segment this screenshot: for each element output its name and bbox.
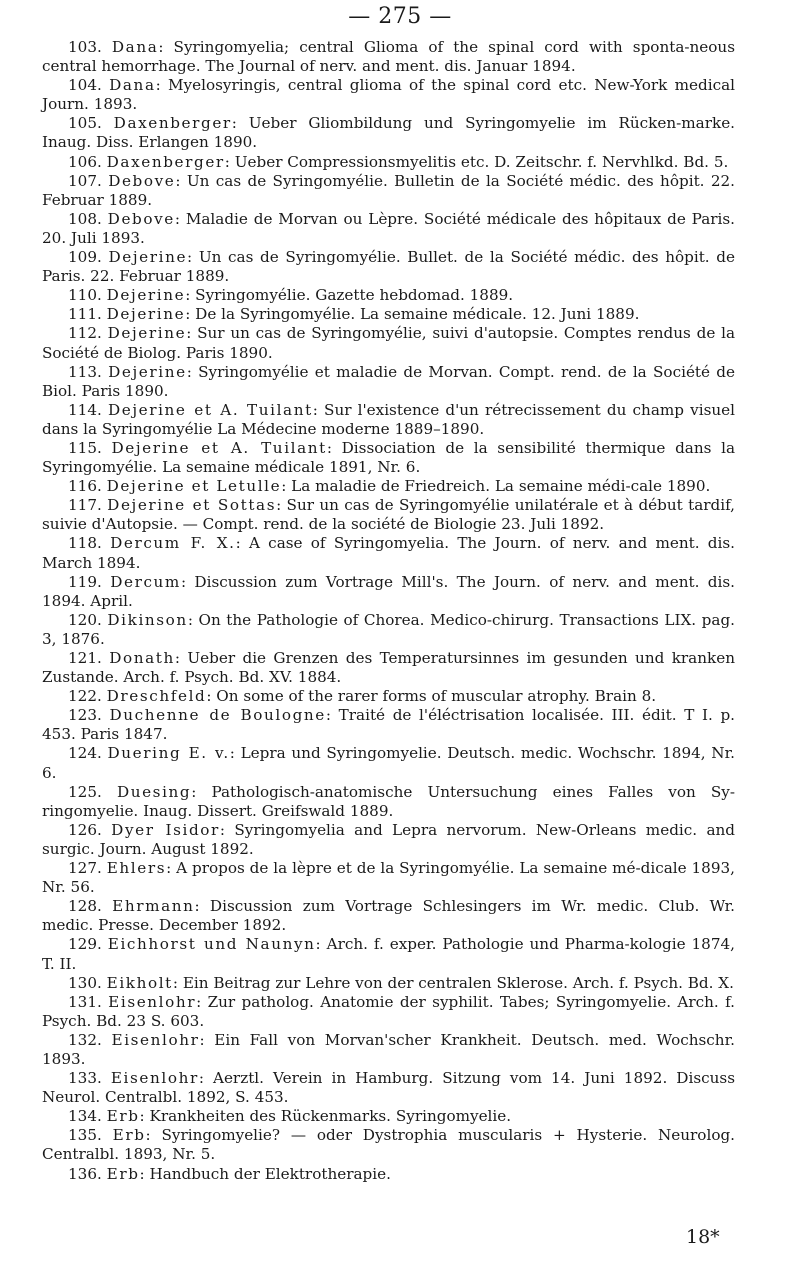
bibliography-entry bbox=[42, 744, 735, 782]
bibliography-entry bbox=[42, 611, 735, 649]
entry-author: Dejerine bbox=[107, 324, 187, 343]
bibliography-entry bbox=[42, 305, 735, 324]
entry-number: 133. bbox=[68, 1069, 102, 1088]
entry-author: Dejerine bbox=[108, 248, 188, 267]
bibliography-entry bbox=[42, 897, 735, 935]
entry-text: : Aerztl. Verein in Hamburg. Sitzung vom 14. Juni 1892. Discuss Neurol. Centralbl. 1892, S. 453. bbox=[42, 1069, 736, 1107]
entry-number: 114. bbox=[68, 400, 102, 419]
entry-number: 136. bbox=[68, 1164, 102, 1183]
entry-author: Dyer Isidor bbox=[111, 820, 220, 839]
entry-text: : Lepra und Syringomyelie. Deutsch. medic. Wochschr. 1894, Nr. 6. bbox=[42, 744, 735, 782]
entry-number: 118. bbox=[68, 534, 102, 553]
entry-text: : Syringomyélie. Gazette hebdomad. 1889. bbox=[185, 286, 514, 305]
entry-text: : Discussion zum Vortrage Schlesingers im Wr. medic. Club. Wr. medic. Presse. December 1892. bbox=[42, 897, 735, 935]
entry-number: 134. bbox=[68, 1107, 102, 1126]
bibliography-entry bbox=[42, 496, 735, 534]
entry-number: 107. bbox=[68, 171, 102, 190]
bibliography-list bbox=[42, 38, 735, 1184]
entry-text: : Syringomyelie? — oder Dystrophia muscularis + Hysterie. Neurolog. Centralbl. 1893, Nr. 5. bbox=[42, 1126, 736, 1164]
entry-author: Daxenberger bbox=[106, 152, 225, 171]
entry-text: : Syringomyelia and Lepra nervorum. New-Orleans medic. and surgic. Journ. August 1892. bbox=[42, 820, 735, 858]
entry-number: 135. bbox=[68, 1126, 102, 1145]
page-number: — 275 — bbox=[348, 4, 452, 29]
bibliography-entry bbox=[42, 706, 735, 744]
entry-author: Dercum F. X. bbox=[110, 534, 236, 553]
entry-number: 126. bbox=[68, 820, 102, 839]
bibliography-entry bbox=[42, 534, 735, 572]
entry-number: 125. bbox=[68, 782, 102, 801]
entry-text: : Arch. f. exper. Pathologie und Pharma-kologie 1874, T. II. bbox=[42, 935, 735, 973]
entry-text: : La maladie de Friedreich. La semaine médi-cale 1890. bbox=[281, 477, 711, 496]
bibliography-entry bbox=[42, 783, 735, 821]
entry-number: 112. bbox=[68, 324, 102, 343]
entry-number: 132. bbox=[68, 1030, 102, 1049]
entry-text: : Pathologisch-anatomische Untersuchung eines Falles von Sy-ringomyelie. Inaug. Dissert. Greifswald 1889. bbox=[42, 782, 735, 820]
bibliography-entry bbox=[42, 649, 735, 687]
entry-author: Eisenlohr bbox=[111, 1030, 200, 1049]
entry-number: 120. bbox=[68, 610, 102, 629]
entry-author: Debove bbox=[107, 209, 175, 228]
bibliography-entry bbox=[42, 363, 735, 401]
entry-author: Dejerine et A. Tuilant bbox=[111, 438, 327, 457]
bibliography-entry bbox=[42, 1165, 735, 1184]
entry-text: : Un cas de Syringomyélie. Bulletin de la Société médic. des hôpit. 22. Februar 1889. bbox=[42, 171, 736, 209]
bibliography-entry bbox=[42, 687, 735, 706]
bibliography-entry bbox=[42, 76, 735, 114]
entry-author: Dana bbox=[109, 76, 156, 95]
entry-number: 106. bbox=[68, 152, 102, 171]
bibliography-entry bbox=[42, 935, 735, 973]
bibliography-entry bbox=[42, 324, 735, 362]
bibliography-entry bbox=[42, 114, 735, 152]
bibliography-entry bbox=[42, 573, 735, 611]
entry-author: Dejerine et Sottas bbox=[107, 496, 277, 515]
entry-author: Duchenne de Boulogne bbox=[109, 706, 326, 725]
entry-number: 105. bbox=[68, 114, 102, 133]
bibliography-entry bbox=[42, 1031, 735, 1069]
entry-number: 124. bbox=[68, 744, 102, 763]
entry-number: 111. bbox=[68, 305, 102, 324]
entry-text: : Myelosyringis, central glioma of the spinal cord etc. New-York medical Journ. 1893. bbox=[42, 76, 735, 114]
bibliography-entry bbox=[42, 974, 735, 993]
bibliography-entry bbox=[42, 401, 735, 439]
entry-author: Dejerine et A. Tuilant bbox=[107, 400, 313, 419]
entry-text: : Ein Beitrag zur Lehre von der centralen Sklerose. Arch. f. Psych. Bd. X. bbox=[172, 973, 734, 992]
entry-author: Eichhorst und Naunyn bbox=[107, 935, 316, 954]
entry-number: 113. bbox=[68, 362, 102, 381]
entry-author: Donath bbox=[109, 649, 175, 667]
entry-text: : Syringomyelia; central Glioma of the spinal cord with sponta-neous central hemorrhage. The Journal of nerv. and ment. dis. Januar 1894. bbox=[42, 38, 736, 76]
entry-author: Dana bbox=[111, 38, 159, 56]
entry-author: Ehrmann bbox=[112, 897, 195, 916]
entry-text: : Krankheiten des Rückenmarks. Syringomyelie. bbox=[139, 1107, 512, 1126]
entry-number: 131. bbox=[68, 992, 102, 1011]
bibliography-entry bbox=[42, 286, 735, 305]
entry-author: Ehlers bbox=[106, 859, 167, 878]
entry-text: : Ein Fall von Morvan'scher Krankheit. Deutsch. med. Wochschr. 1893. bbox=[42, 1030, 736, 1068]
entry-number: 129. bbox=[68, 935, 102, 954]
entry-text: : On some of the rarer forms of muscular atrophy. Brain 8. bbox=[206, 687, 657, 706]
bibliography-entry bbox=[42, 1069, 735, 1107]
entry-text: : Discussion zum Vortrage Mill's. The Journ. of nerv. and ment. dis. 1894. April. bbox=[42, 572, 735, 610]
entry-number: 121. bbox=[68, 649, 102, 667]
bibliography-entry bbox=[42, 210, 735, 248]
entry-author: Eisenlohr bbox=[108, 992, 197, 1011]
entry-number: 119. bbox=[68, 572, 102, 591]
entry-number: 108. bbox=[68, 209, 102, 228]
entry-text: : Traité de l'éléctrisation localisée. III. édit. T I. p. 453. Paris 1847. bbox=[42, 706, 736, 744]
entry-author: Eikholt bbox=[106, 973, 173, 992]
entry-text: : Zur patholog. Anatomie der syphilit. Tabes; Syringomyelie. Arch. f. Psych. Bd. 23 S. 603. bbox=[42, 992, 735, 1030]
entry-author: Dejerine et Letulle bbox=[106, 477, 282, 496]
entry-author: Duesing bbox=[116, 782, 192, 801]
bibliography-entry bbox=[42, 821, 735, 859]
entry-author: Duering E. v. bbox=[107, 744, 230, 763]
entry-author: Dikinson bbox=[107, 610, 188, 629]
entry-text: : De la Syringomyélie. La semaine médicale. 12. Juni 1889. bbox=[185, 305, 640, 324]
entry-author: Dejerine bbox=[108, 362, 187, 381]
entry-text: : A propos de la lèpre et de la Syringomyélie. La semaine mé-dicale 1893, Nr. 56. bbox=[42, 859, 735, 897]
bibliography-entry bbox=[42, 1107, 735, 1126]
entry-text: : Ueber die Grenzen des Temperatursinnes im gesunden und kranken Zustande. Arch. f. Psych. Bd. XV. 1884. bbox=[42, 649, 735, 687]
entry-number: 130. bbox=[68, 973, 102, 992]
entry-text: : Sur l'existence d'un rétrecissement du champ visuel dans la Syringomyélie La Médecine moderne 1889–1890. bbox=[42, 400, 735, 438]
bibliography-entry bbox=[42, 1126, 735, 1164]
bibliography-entry bbox=[42, 477, 735, 496]
entry-text: : Sur un cas de Syringomyélie unilatérale et à début tardif, suivie d'Autopsie. — Compt. rend. de la société de Biologie 23. Juli 1892. bbox=[42, 496, 736, 534]
entry-text: : Maladie de Morvan ou Lèpre. Société médicale des hôpitaux de Paris. 20. Juli 1893. bbox=[42, 209, 736, 247]
entry-author: Dejerine bbox=[106, 305, 186, 324]
bibliography-entry bbox=[42, 153, 735, 172]
printer-signature: 18* bbox=[686, 1226, 720, 1248]
bibliography-entry bbox=[42, 859, 735, 897]
entry-text: : Dissociation de la sensibilité thermique dans la Syringomyélie. La semaine médicale 1891, Nr. 6. bbox=[42, 438, 735, 477]
entry-number: 104. bbox=[68, 76, 102, 95]
entry-number: 122. bbox=[68, 687, 102, 706]
bibliography-entry bbox=[42, 439, 735, 477]
bibliography-entry bbox=[42, 172, 735, 210]
entry-text: : Handbuch der Elektrotherapie. bbox=[139, 1164, 391, 1183]
entry-text: : A case of Syringomyelia. The Journ. of nerv. and ment. dis. March 1894. bbox=[42, 534, 736, 572]
entry-author: Dreschfeld bbox=[106, 687, 207, 706]
entry-number: 128. bbox=[68, 897, 102, 916]
entry-author: Erb bbox=[106, 1164, 140, 1183]
entry-author: Eisenlohr bbox=[110, 1069, 199, 1088]
bibliography-entry bbox=[42, 248, 735, 286]
entry-author: Erb bbox=[112, 1126, 146, 1145]
entry-text: : Ueber Gliombildung und Syringomyelie im Rücken-marke. Inaug. Diss. Erlangen 1890. bbox=[42, 114, 736, 152]
entry-text: : On the Pathologie of Chorea. Medico-chirurg. Transactions LIX. pag. 3, 1876. bbox=[42, 610, 735, 648]
entry-number: 103. bbox=[68, 38, 102, 56]
entry-author: Dercum bbox=[110, 572, 181, 591]
entry-number: 110. bbox=[68, 286, 102, 305]
bibliography-entry bbox=[42, 38, 735, 76]
entry-number: 116. bbox=[68, 477, 102, 496]
entry-author: Erb bbox=[106, 1107, 140, 1126]
entry-text: : Syringomyélie et maladie de Morvan. Compt. rend. de la Société de Biol. Paris 1890. bbox=[42, 362, 736, 400]
entry-number: 115. bbox=[68, 438, 102, 457]
entry-number: 109. bbox=[68, 248, 102, 267]
entry-number: 117. bbox=[68, 496, 102, 515]
entry-author: Daxenberger bbox=[113, 114, 232, 133]
entry-text: : Un cas de Syringomyélie. Bullet. de la Société médic. des hôpit. de Paris. 22. Februar 1889. bbox=[42, 248, 735, 286]
entry-number: 127. bbox=[68, 859, 102, 878]
entry-text: : Ueber Compressionsmyelitis etc. D. Zeitschr. f. Nervhlkd. Bd. 5. bbox=[224, 152, 729, 171]
entry-author: Debove bbox=[108, 171, 176, 190]
entry-text: : Sur un cas de Syringomyélie, suivi d'autopsie. Comptes rendus de la Société de Biolog. Paris 1890. bbox=[42, 324, 736, 362]
bibliography-entry bbox=[42, 993, 735, 1031]
entry-author: Dejerine bbox=[106, 286, 186, 305]
entry-number: 123. bbox=[68, 706, 102, 725]
